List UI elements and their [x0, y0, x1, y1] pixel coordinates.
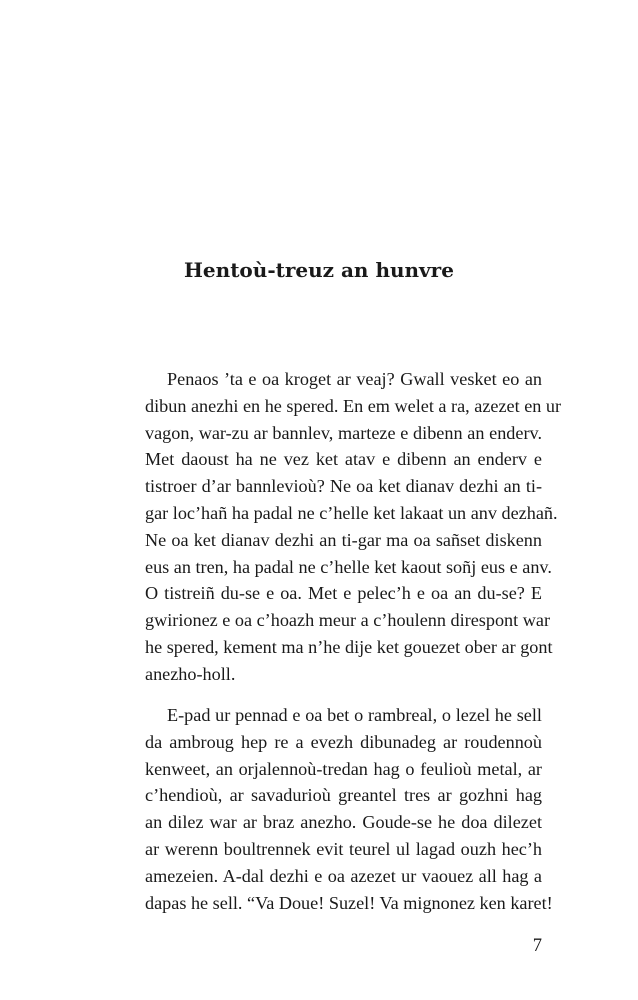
- paragraph-2: [145, 702, 553, 916]
- paragraph-line: dibun anezhi en he spered. En em welet a ra, azezet en ur: [145, 395, 562, 416]
- paragraph-line: O tistreiñ du-se e oa. Met e pelec’h e oa an du-se? E: [145, 583, 542, 604]
- paragraph-line: an dilez war ar braz anezho. Goude-se he doa dilezet: [145, 812, 542, 833]
- paragraph-line: vagon, war-zu ar bannlev, marteze e dibenn an enderv.: [145, 422, 542, 443]
- paragraph-line: Ne oa ket dianav dezhi an ti-gar ma oa sañset diskenn: [145, 529, 542, 550]
- paragraph-line: tistroer d’ar bannlevioù? Ne oa ket dianav dezhi an ti-: [145, 476, 542, 497]
- paragraph-line: kenweet, an orjalennoù-tredan hag o feulioù metal, ar: [145, 758, 542, 779]
- paragraph-line: gwirionez e oa c’hoazh meur a c’houlenn direspont war: [145, 610, 551, 631]
- page-number: 7: [532, 936, 542, 956]
- paragraph-1: [145, 366, 562, 688]
- chapter-title: Hentoù-treuz an hunvre: [184, 258, 454, 282]
- paragraph-line: Met daoust ha ne vez ket atav e dibenn an enderv e: [145, 449, 542, 470]
- paragraph-line: amezeien. A-dal dezhi e oa azezet ur vaouez all hag a: [145, 865, 542, 886]
- paragraph-line: dapas he sell. “Va Doue! Suzel! Va mignonez ken karet!: [145, 892, 553, 913]
- paragraph-line: ar werenn boultrennek evit teurel ul lagad ouzh hec’h: [145, 838, 542, 859]
- paragraph-line: c’hendioù, ar savadurioù greantel tres ar gozhni hag: [145, 785, 542, 806]
- paragraph-line: he spered, kement ma n’he dije ket gouezet ober ar gont: [145, 636, 553, 657]
- paragraph-line: Penaos ’ta e oa kroget ar veaj? Gwall vesket eo an: [167, 369, 542, 389]
- paragraph-line: anezho-holl.: [145, 663, 236, 684]
- paragraph-line: gar loc’hañ ha padal ne c’helle ket lakaat un anv dezhañ.: [145, 502, 558, 523]
- paragraph-line: da ambroug hep re a evezh dibunadeg ar roudennoù: [145, 731, 542, 752]
- paragraph-line: eus an tren, ha padal ne c’helle ket kaout soñj eus e anv.: [145, 556, 552, 577]
- paragraph-line: E-pad ur pennad e oa bet o rambreal, o lezel he sell: [167, 705, 542, 725]
